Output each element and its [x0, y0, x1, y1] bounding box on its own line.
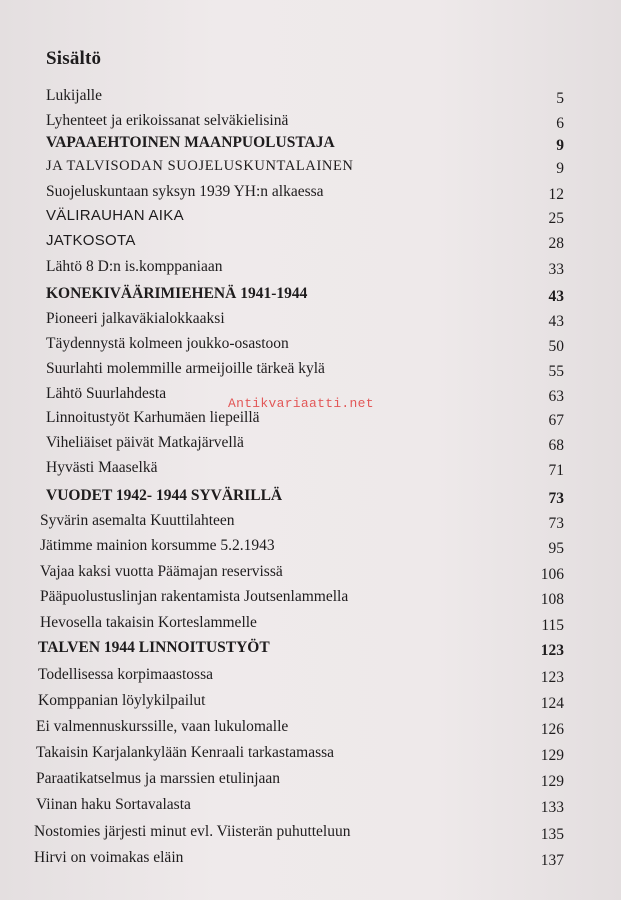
- toc-entry-title: Jätimme mainion korsumme 5.2.1943: [40, 537, 275, 554]
- toc-entry-page: 108: [540, 591, 564, 608]
- toc-entry-page: 9: [556, 160, 564, 177]
- toc-entry: [46, 408, 564, 428]
- toc-entry-title: Pioneeri jalkaväkialokkaaksi: [46, 310, 225, 327]
- toc-entry-title: Takaisin Karjalankylään Kenraali tarkastamassa: [36, 744, 335, 761]
- toc-section: [46, 486, 564, 506]
- toc-entry: [38, 691, 564, 711]
- toc-entry-page: 33: [548, 261, 564, 278]
- toc-entry-title: Nostomies järjesti minut evl. Viisterän puhutteluun: [34, 823, 351, 840]
- toc-entry-page: 95: [548, 540, 564, 557]
- toc-entry: [46, 458, 564, 478]
- toc-entry-page: 73: [548, 515, 564, 532]
- toc-entry-title: Ei valmennuskurssille, vaan lukulomalle: [36, 718, 289, 735]
- toc-entry-title: Lähtö 8 D:n is.komppaniaan: [46, 258, 223, 275]
- toc-entry-page: 55: [548, 363, 564, 380]
- toc-entry: [36, 717, 564, 737]
- toc-section-page: 123: [540, 642, 564, 659]
- toc-entry: [46, 206, 564, 226]
- toc-entry-page: 115: [541, 617, 564, 634]
- watermark-text: Antikvariaatti.net: [228, 396, 374, 411]
- toc-entry-page: 6: [556, 115, 564, 132]
- toc-section-title: TALVEN 1944 LINNOITUSTYÖT: [38, 639, 270, 656]
- toc-entry-page: 137: [540, 852, 564, 869]
- toc-section: [46, 284, 564, 304]
- toc-entry: [36, 769, 564, 789]
- toc-entry: [46, 86, 564, 106]
- toc-entry: [40, 613, 564, 633]
- toc-section-title: KONEKIVÄÄRIMIEHENÄ 1941-1944: [46, 285, 308, 302]
- toc-entry-title: Hyvästi Maaselkä: [46, 459, 158, 476]
- toc-section-page: 9: [556, 137, 564, 154]
- toc-entry-page: 129: [540, 747, 564, 764]
- toc-entry-title: Pääpuolustuslinjan rakentamista Joutsenlammella: [40, 588, 349, 605]
- toc-entry-title: VÄLIRAUHAN AIKA: [46, 207, 184, 224]
- toc-entry: [46, 231, 564, 251]
- toc-entry: [36, 743, 564, 763]
- toc-entry: [38, 665, 564, 685]
- toc-entry-page: 123: [540, 669, 564, 686]
- toc-entry-page: 71: [548, 462, 564, 479]
- toc-entry-title: JA TALVISODAN SUOJELUSKUNTALAINEN: [46, 158, 354, 174]
- toc-entry-page: 124: [540, 695, 564, 712]
- toc-entry-page: 68: [548, 437, 564, 454]
- toc-entry: [46, 111, 564, 131]
- toc-entry: [46, 156, 564, 176]
- toc-entry-page: 126: [540, 721, 564, 738]
- toc-entry: [40, 511, 564, 531]
- toc-entry-page: 12: [548, 186, 564, 203]
- toc-entry-page: 25: [548, 210, 564, 227]
- toc-entry-title: Suurlahti molemmille armeijoille tärkeä kylä: [46, 360, 325, 377]
- toc-entry: [40, 587, 564, 607]
- toc-section: [46, 133, 564, 153]
- toc-entry: [46, 359, 564, 379]
- toc-section-title: VUODET 1942- 1944 SYVÄRILLÄ: [46, 487, 283, 504]
- toc-entry-title: Viinan haku Sortavalasta: [36, 796, 191, 813]
- toc-entry-title: Viheliäiset päivät Matkajärvellä: [46, 434, 244, 451]
- toc-entry: [46, 433, 564, 453]
- toc-entry: [34, 822, 564, 842]
- toc-entry-title: Lukijalle: [46, 87, 102, 104]
- toc-section-title: VAPAAEHTOINEN MAANPUOLUSTAJA: [46, 134, 335, 151]
- toc-entry-page: 28: [548, 235, 564, 252]
- toc-section: [38, 638, 564, 658]
- toc-heading: Sisältö: [46, 48, 102, 69]
- toc-section-page: 73: [548, 490, 564, 507]
- toc-entry-page: 63: [548, 388, 564, 405]
- toc-entry-title: Lyhenteet ja erikoissanat selväkielisinä: [46, 112, 289, 129]
- toc-entry: [46, 257, 564, 277]
- toc-entry-page: 50: [548, 338, 564, 355]
- toc-entry: [40, 562, 564, 582]
- toc-entry-page: 129: [540, 773, 564, 790]
- toc-entry: [46, 309, 564, 329]
- toc-entry-title: Komppanian löylykilpailut: [38, 692, 206, 709]
- toc-entry-title: Hirvi on voimakas eläin: [34, 849, 184, 866]
- toc-entry-title: Paraatikatselmus ja marssien etulinjaan: [36, 770, 281, 787]
- toc-entry-title: Hevosella takaisin Korteslammelle: [40, 614, 257, 631]
- toc-entry-title: Suojeluskuntaan syksyn 1939 YH:n alkaessa: [46, 183, 324, 200]
- toc-entry-title: Syvärin asemalta Kuuttilahteen: [40, 512, 235, 529]
- toc-entry-title: Vajaa kaksi vuotta Päämajan reservissä: [40, 563, 283, 580]
- toc-entry-page: 5: [556, 90, 564, 107]
- toc-entry: [34, 848, 564, 868]
- toc-entry-page: 135: [540, 826, 564, 843]
- toc-entry-page: 133: [540, 799, 564, 816]
- toc-entry-title: JATKOSOTA: [46, 232, 136, 249]
- toc-entry-title: Lähtö Suurlahdesta: [46, 385, 167, 402]
- toc-entry: [46, 334, 564, 354]
- toc-entry: [36, 795, 564, 815]
- toc-entry-page: 43: [548, 313, 564, 330]
- toc-entry-title: Todellisessa korpimaastossa: [38, 666, 213, 683]
- toc-entry-page: 106: [540, 566, 564, 583]
- toc-entry-title: Linnoitustyöt Karhumäen liepeillä: [46, 409, 260, 426]
- toc-entry-page: 67: [548, 412, 564, 429]
- toc-entry: [40, 536, 564, 556]
- toc-section-page: 43: [548, 288, 564, 305]
- toc-entry: [46, 182, 564, 202]
- toc-entry-title: Täydennystä kolmeen joukko-osastoon: [46, 335, 289, 352]
